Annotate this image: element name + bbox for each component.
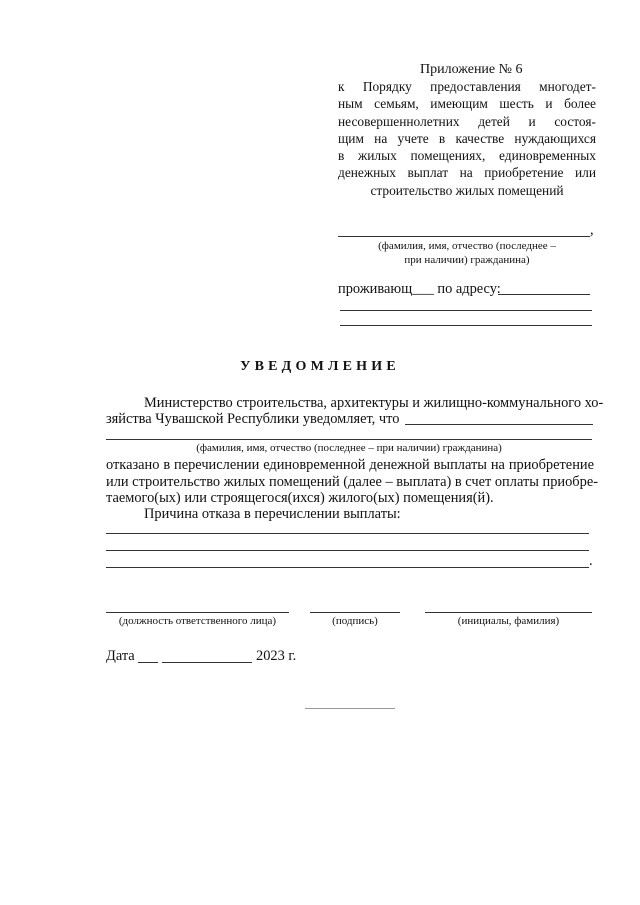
annex-line: к Порядку предоставления многодет- [338,79,596,94]
annex-line: ным семьям, имеющим шесть и более [338,96,596,112]
date-day-line [138,662,158,663]
reason-line-1 [106,533,589,534]
annex-line: в жилых помещениях, единовременных [338,148,596,164]
reason-line-2 [106,550,589,551]
date-year: 2023 г. [256,648,297,664]
reason-label: Причина отказа в перечислении выплаты: [144,506,401,522]
residing-label: проживающ___ по адресу: [338,281,501,297]
citizen-name-caption: (фамилия, имя, отчество (последнее – при наличии) гражданина) [196,442,502,454]
notice-heading: УВЕДОМЛЕНИЕ [240,359,400,374]
bottom-separator [305,708,395,709]
address-line-1 [498,294,590,295]
annex-line: строительство жилых помещений [370,182,564,198]
recipient-name-caption-2: при наличии) гражданина) [404,254,530,266]
reason-line-3 [106,567,589,568]
initials-caption: (инициалы, фамилия) [457,615,560,627]
signature-line [310,612,400,613]
annex-title: Приложение № 6 [420,62,523,77]
body-line-3: отказано в перечислении единовременной денежной выплаты на приобретение [106,457,594,473]
reason-end-period: . [589,553,593,569]
recipient-name-caption-1: (фамилия, имя, отчество (последнее – [378,240,556,252]
recipient-comma: , [590,222,594,238]
citizen-name-line-start [405,424,593,425]
address-line-3 [340,325,592,326]
annex-description [338,78,596,199]
address-line-2 [340,310,592,311]
date-label: Дата [106,648,135,664]
recipient-name-line [338,236,590,237]
annex-line: денежных выплат на приобретение или [338,165,596,181]
position-line [106,612,289,613]
body-line-5: таемого(ых) или строящегося(ихся) жилого(ых) помещения(й). [106,490,494,506]
date-month-line [162,662,252,663]
body-line-4: или строительство жилых помещений (далее – выплата) в счет оплаты приобре- [106,474,599,490]
citizen-name-line [106,439,592,440]
body-line-2: зяйства Чувашской Республики уведомляет, что [106,411,400,427]
position-caption: (должность ответственного лица) [118,615,277,627]
body-line-1: Министерство строительства, архитектуры и жилищно-коммунального хо- [144,395,604,411]
annex-line: щим на учете в качестве нуждающихся [338,130,596,146]
signature-caption: (подпись) [332,615,378,627]
initials-line [425,612,592,613]
annex-line: несовершеннолетних детей и состоя- [338,113,596,129]
